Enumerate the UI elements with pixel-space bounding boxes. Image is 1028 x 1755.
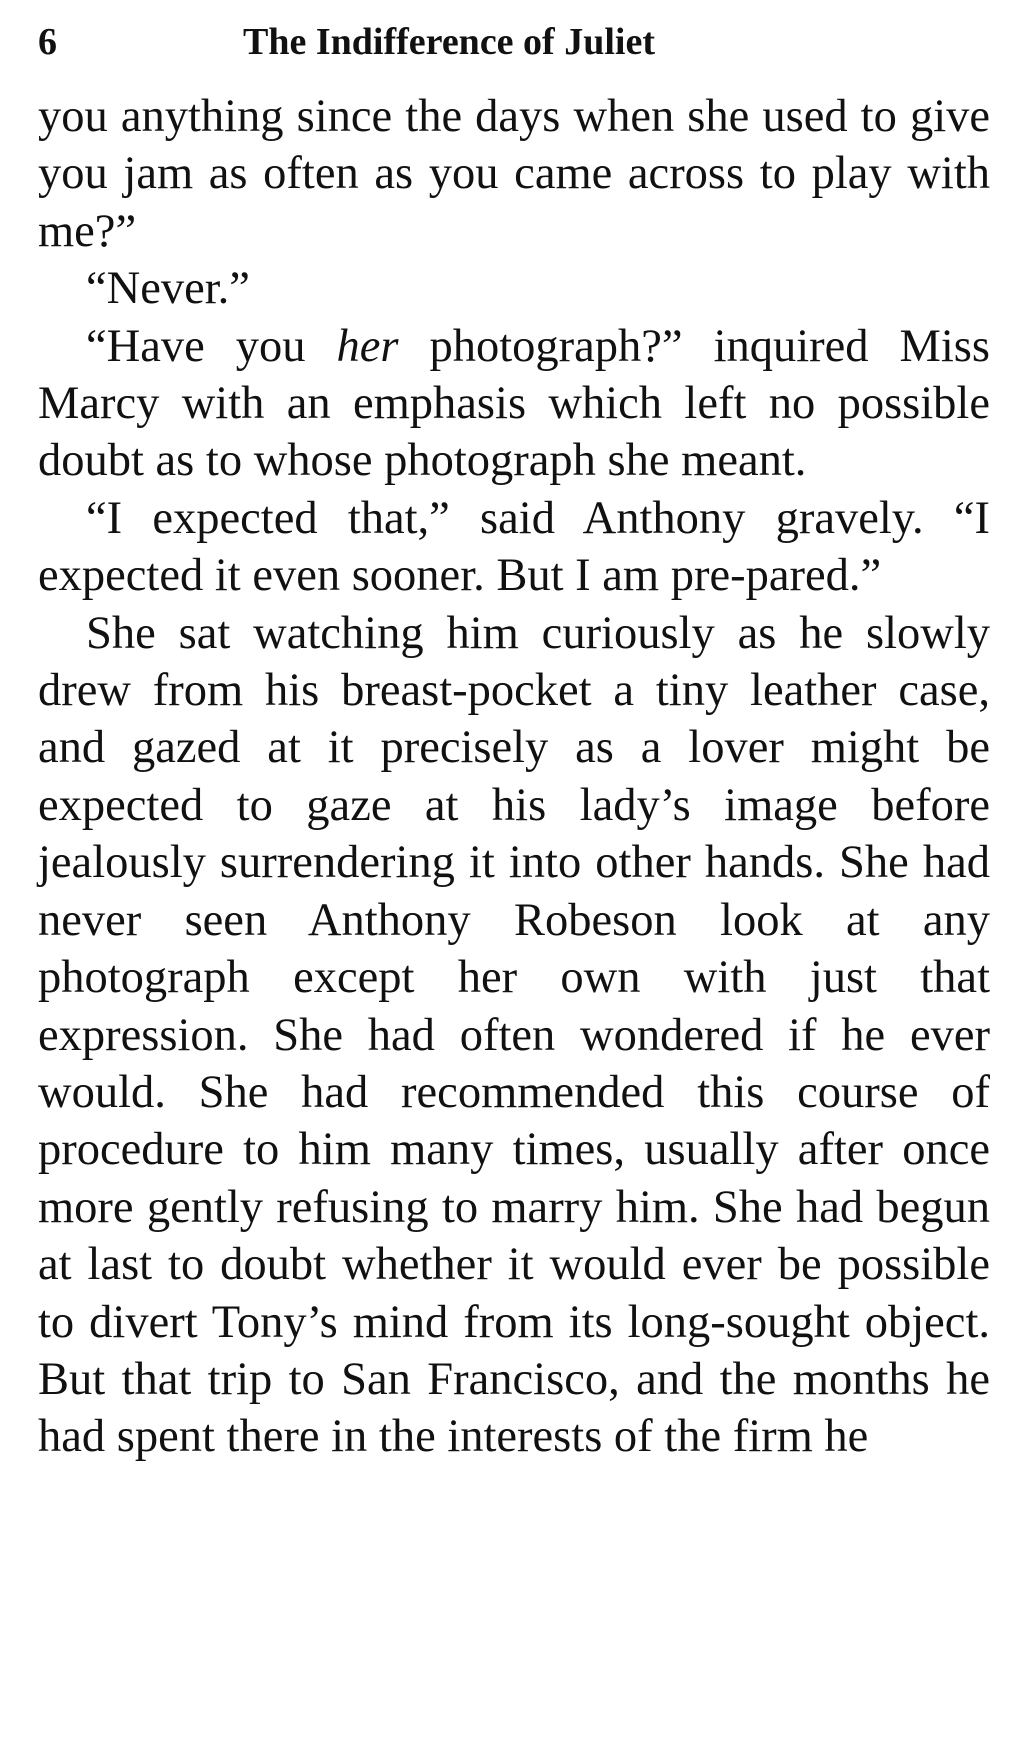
paragraph-text-before: “Have you [86, 320, 337, 372]
paragraph-text-after: photograph?” inquired Miss Marcy with an emphasis which left no possible doubt as to whose photograph she meant. [38, 320, 990, 487]
paragraph-watching: She sat watching him curiously as he slowly drew from his breast-pocket a tiny leather case, and gazed at it precisely as a lover might be expected to gaze at his lady’s image before jealously surrendering it into other hands. She had never seen Anthony Robeson look at any photograph except her own with just that expression. She had often wondered if he ever would. She had recommended this course of procedure to him many times, usually after once more gently refusing to marry him. She had begun at last to doubt whether it would ever be possible to divert Tony’s mind from its long-sought object. But that trip to San Francisco, and the months he had spent there in the interests of the firm he [38, 607, 990, 1463]
page-header [38, 14, 990, 70]
emphasized-word: her [336, 320, 399, 372]
body-text [38, 88, 990, 1466]
book-page [38, 14, 990, 1466]
paragraph-continuation: you anything since the days when she used to give you jam as often as you came across to play with me?” [38, 91, 990, 257]
paragraph-photograph-question [38, 318, 990, 490]
page-number: 6 [38, 21, 57, 63]
paragraph-expected: “I expected that,” said Anthony gravely. “I expected it even sooner. But I am pre-pared.” [38, 492, 990, 602]
running-title: The Indifference of Juliet [243, 21, 655, 63]
paragraph-never: “Never.” [86, 263, 250, 315]
